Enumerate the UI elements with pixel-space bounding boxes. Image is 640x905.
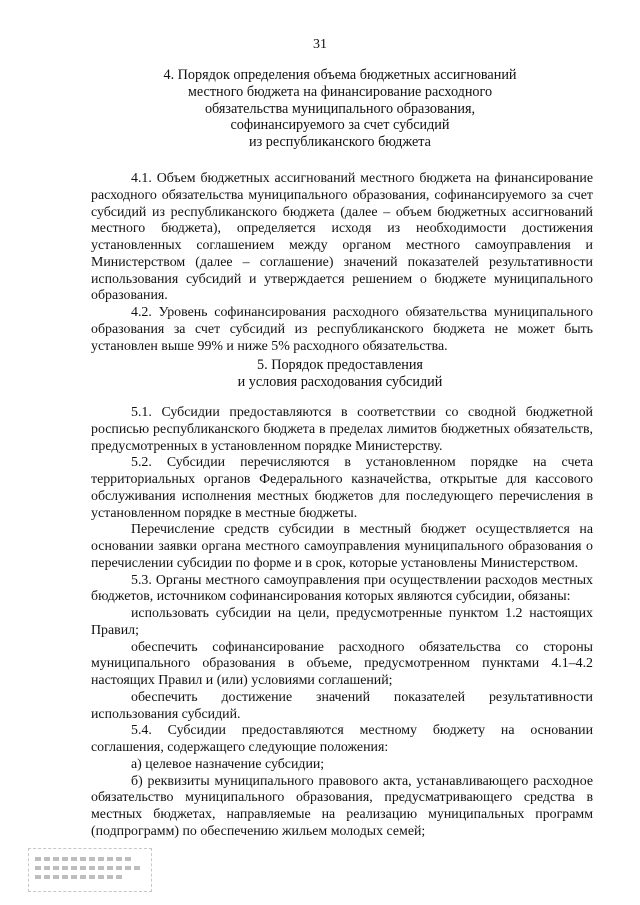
agreement-item-b: б) реквизиты муниципального правового акта, устанавливающего расходное обязательство муниципального образования, предусматривающего средства в местных бюджетах, направляемые на реализацию муниципальных программ (подпрограмм) по обеспечению жильем молодых семей; (91, 773, 593, 839)
heading-line: 5. Порядок предоставления (257, 357, 423, 373)
heading-line: софинансируемого за счет субсидий (230, 117, 450, 134)
section-4-body (91, 171, 593, 355)
paragraph-5-3: 5.3. Органы местного самоуправления при осуществлении расходов местных бюджетов, источником софинансирования которых являются субсидии, обязаны: (91, 572, 593, 605)
paragraph-4-2: 4.2. Уровень софинансирования расходного обязательства муниципального образования за счет субсидий из республиканского бюджета не может быть установлен выше 99% и ниже 5% расходного обязательства. (91, 305, 593, 354)
heading-line: 4. Порядок определения объема бюджетных ассигнований (163, 67, 517, 83)
agreement-item-a: а) целевое назначение субсидии; (131, 756, 325, 772)
section-4-heading (80, 67, 600, 151)
heading-line: из республиканского бюджета (249, 134, 431, 151)
paragraph-5-4: 5.4. Субсидии предоставляются местному бюджету на основании соглашения, содержащего следующие положения: (91, 723, 593, 755)
paragraph-4-1: 4.1. Объем бюджетных ассигнований местного бюджета на финансирование расходного обязательства муниципального образования, софинансируемого за счет субсидий из республиканского бюджета (далее – объем бюджетных ассигнований местного бюджета), определяется исходя из необходимости достижения установленных соглашением между органом местного самоуправления и Министерством (далее – соглашение) значений показателей результативности использования субсидий и утверждается решением о бюджете муниципального образования. (91, 171, 593, 304)
section-5-heading (80, 357, 600, 391)
page-number: 31 (313, 37, 327, 52)
obligation-item: обеспечить софинансирование расходного обязательства со стороны муниципального образования в объеме, предусмотренном пунктами 4.1–4.2 настоящих Правил и (или) условиями соглашений; (91, 639, 593, 688)
heading-line: обязательства муниципального образования, (204, 100, 476, 117)
obligation-item: обеспечить достижение значений показателей результативности использования субсидий. (91, 689, 593, 722)
paragraph-transfer: Перечисление средств субсидии в местный бюджет осуществляется на основании заявки органа местного самоуправления муниципального образования о перечислении субсидии по форме и в срок, которые установлены Министерством. (91, 522, 593, 571)
heading-line: местного бюджета на финансирование расходного (187, 83, 493, 100)
obligation-item: использовать субсидии на цели, предусмотренные пунктом 1.2 настоящих Правил; (91, 606, 593, 638)
faded-stamp (28, 848, 152, 892)
paragraph-5-2: 5.2. Субсидии перечисляются в установленном порядке на счета территориальных органов Федерального казначейства, открытые для кассового обслуживания исполнения местных бюджетов для последующего перечисления в установленном порядке в местные бюджеты. (91, 455, 593, 521)
heading-line: и условия расходования субсидий (237, 373, 443, 390)
section-5-body (91, 405, 593, 841)
paragraph-5-1: 5.1. Субсидии предоставляются в соответствии со сводной бюджетной росписью республиканского бюджета в пределах лимитов бюджетных обязательств, предусмотренных в установленном порядке Министерству. (91, 405, 593, 454)
